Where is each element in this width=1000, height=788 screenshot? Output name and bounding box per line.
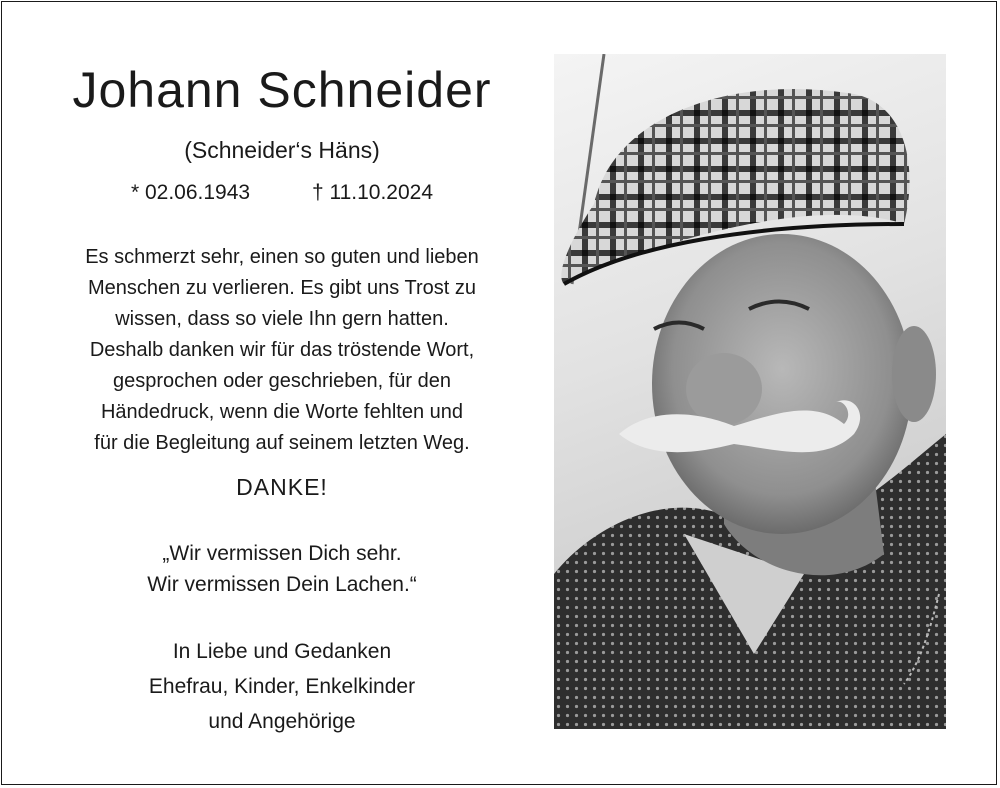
text-line: Deshalb danken wir für das tröstende Wort, (89, 339, 475, 361)
text-line: Händedruck, wenn die Worte fehlten und (100, 401, 464, 423)
signature-line: und Angehörige (208, 710, 356, 733)
signature (32, 634, 532, 739)
text-line: für die Begleitung auf seinem letzten Weg. (94, 432, 470, 454)
birth-date: * 02.06.1943 (130, 181, 251, 204)
death-date: † 11.10.2024 (311, 181, 433, 204)
quote-line: „Wir vermissen Dich sehr. (162, 542, 402, 565)
text-line: wissen, dass so viele Ihn gern hatten. (115, 308, 449, 330)
signature-line: In Liebe und Gedanken (172, 640, 392, 663)
nickname: (Schneider‘s Häns) (184, 137, 380, 163)
portrait-illustration (554, 54, 946, 729)
portrait-photo (554, 54, 946, 729)
text-line: Es schmerzt sehr, einen so guten und lieben (85, 246, 479, 268)
signature-line: Ehefrau, Kinder, Enkelkinder (148, 675, 416, 698)
quote (32, 538, 532, 600)
obituary-card (1, 1, 997, 785)
text-line: Menschen zu verlieren. Es gibt uns Trost zu (88, 277, 476, 299)
deceased-name: Johann Schneider (72, 62, 492, 118)
thanks-heading: DANKE! (236, 474, 328, 500)
quote-line: Wir vermissen Dein Lachen.“ (147, 573, 417, 596)
thank-you-text (32, 242, 532, 459)
life-dates (32, 178, 532, 208)
text-line: gesprochen oder geschrieben, für den (112, 370, 451, 392)
